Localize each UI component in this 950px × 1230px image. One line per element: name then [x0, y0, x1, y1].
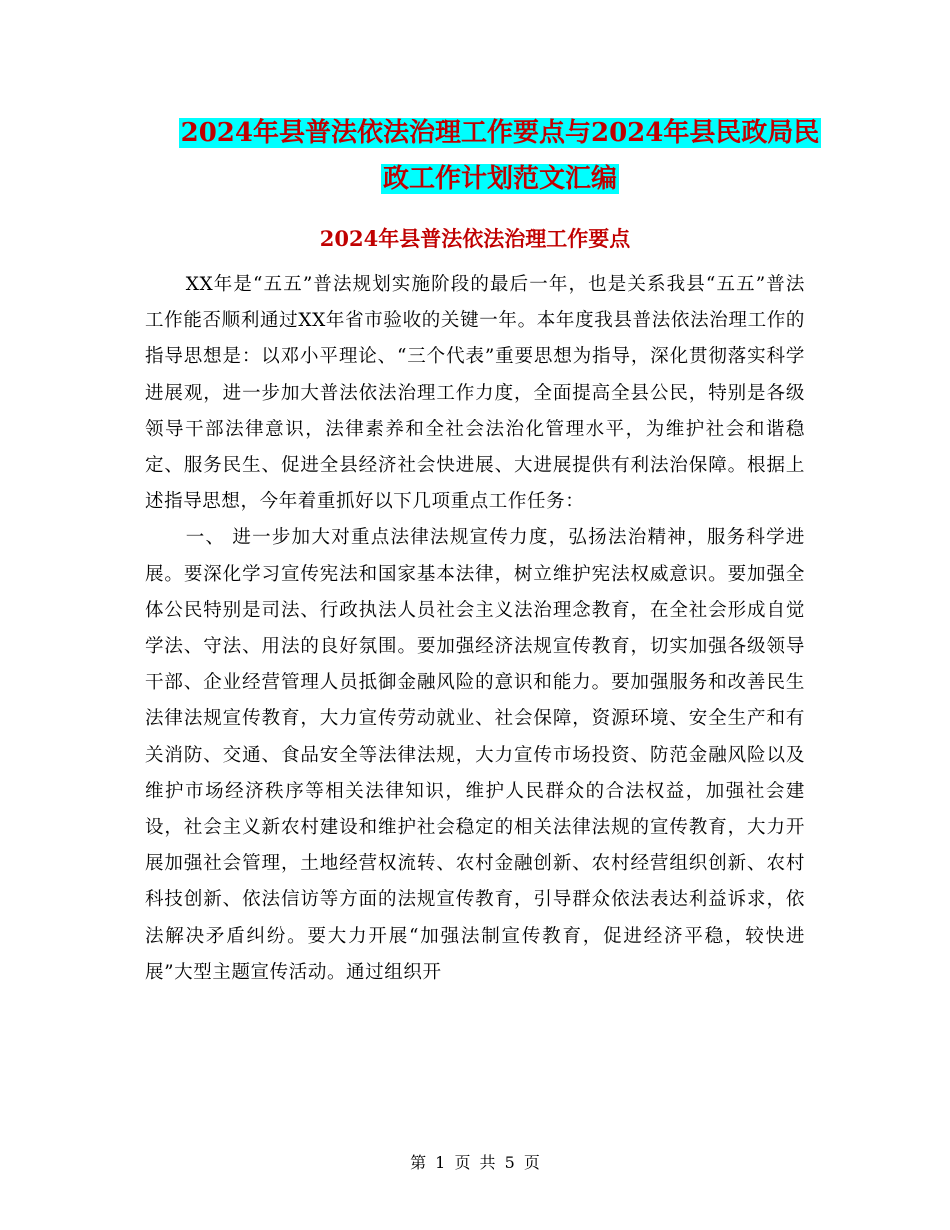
document-title-line-2: 政工作计划范文汇编 [382, 164, 617, 194]
document-body [145, 267, 805, 991]
paragraph-intro: XX年是“五五”普法规划实施阶段的最后一年，也是关系我县“五五”普法工作能否顺利通过XX年省市验收的关键一年。本年度我县普法依法治理工作的指导思想是：以邓小平理论、“三个代表”重要思想为指导，深化贯彻落实科学进展观，进一步加大普法依法治理工作力度，全面提高全县公民，特别是各级领导干部法律意识，法律素养和全社会法治化管理水平，为维护社会和谐稳定、服务民生、促进全县经济社会快进展、大进展提供有利法治保障。根据上述指导思想，今年着重抓好以下几项重点工作任务： [145, 274, 805, 513]
page-footer: 第 1 页 共 5 页 [410, 1153, 540, 1172]
document-title [120, 110, 880, 202]
paragraph-item-1: 一、 进一步加大对重点法律法规宣传力度，弘扬法治精神，服务科学进展。要深化学习宣传宪法和国家基本法律，树立维护宪法权威意识。要加强全体公民特别是司法、行政执法人员社会主义法治理念教育，在全社会形成自觉学法、守法、用法的良好氛围。要加强经济法规宣传教育，切实加强各级领导干部、企业经营管理人员抵御金融风险的意识和能力。要加强服务和改善民生法律法规宣传教育，大力宣传劳动就业、社会保障，资源环境、安全生产和有关消防、交通、食品安全等法律法规，大力宣传市场投资、防范金融风险以及维护市场经济秩序等相关法律知识，维护人民群众的合法权益，加强社会建设，社会主义新农村建设和维护社会稳定的相关法律法规的宣传教育，大力开展加强社会管理，土地经营权流转、农村金融创新、农村经营组织创新、农村科技创新、依法信访等方面的法规宣传教育，引导群众依法表达利益诉求，依法解决矛盾纠纷。要大力开展“加强法制宣传教育，促进经济平稳，较快进展”大型主题宣传活动。通过组织开 [145, 527, 805, 983]
document-title-line-1: 2024年县普法依法治理工作要点与2024年县民政局民 [180, 118, 820, 148]
section-title: 2024年县普法依法治理工作要点 [319, 226, 631, 251]
